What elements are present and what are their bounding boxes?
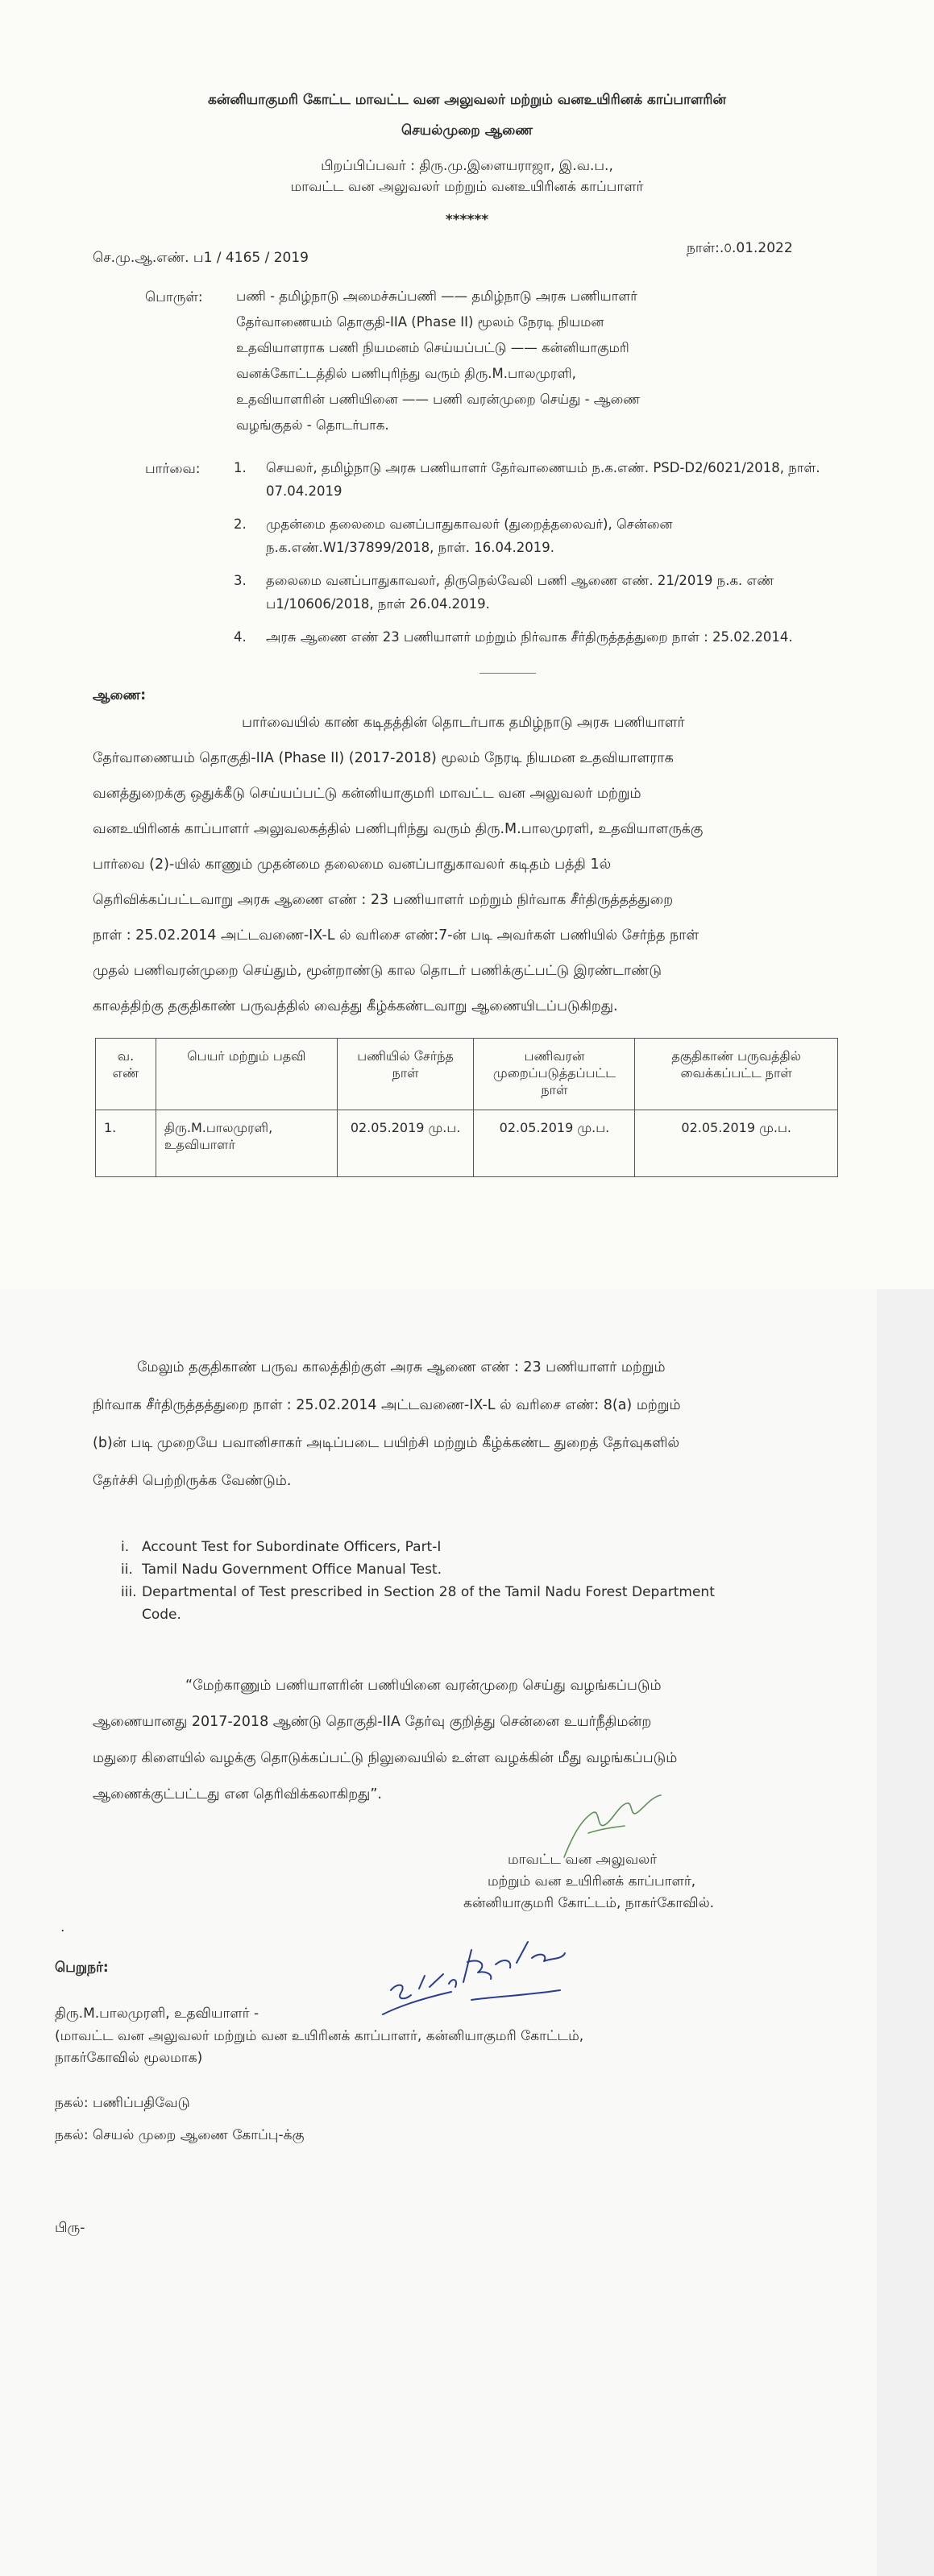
order-heading: ஆணை: (93, 687, 147, 703)
list-item: i. Account Test for Subordinate Officers, Part-I (121, 1539, 442, 1555)
subject-line: வழங்குதல் - தொடர்பாக. (236, 417, 389, 433)
column-header: தகுதிகாண் பருவத்தில் வைக்கப்பட்ட நாள் (635, 1039, 838, 1110)
table-cell: திரு.M.பாலமுரளி, உதவியாளர் (156, 1110, 337, 1177)
subject-line: உதவியாளரின் பணியினை —— பணி வரன்முறை செய்து - ஆணை (236, 392, 641, 407)
issuer-name: பிறப்பிப்பவர் : திரு.மு.இளையராஜா, இ.வ.ப., (321, 158, 613, 174)
list-item: Code. (142, 1607, 181, 1623)
list-item: ii. Tamil Nadu Government Office Manual Test. (121, 1562, 442, 1578)
column-header: வ. எண் (96, 1039, 156, 1110)
copy-to: நகல்: பணிப்பதிவேடு (55, 2095, 190, 2111)
reference-label: பார்வை: (145, 461, 201, 477)
subject-line: பணி - தமிழ்நாடு அமைச்சுப்பணி —— தமிழ்நாடு அரசு பணியாளர் (236, 288, 637, 304)
separator-line (479, 673, 536, 674)
subject-label: பொருள்: (145, 289, 203, 305)
table-header-row (96, 1039, 838, 1110)
signatory-title: மாவட்ட வன அலுவலர் (508, 1852, 658, 1868)
subject-line: தேர்வாணையம் தொகுதி-IIA (Phase II) மூலம் நேரடி நியமன (236, 314, 604, 330)
footer-mark: பிரு- (55, 2220, 85, 2236)
table-cell: 02.05.2019 மு.ப. (635, 1110, 838, 1177)
subject-line: வனக்கோட்டத்தில் பணிபுரிந்து வரும் திரு.M.பாலமுரளி, (236, 366, 576, 381)
recipient-name: திரு.M.பாலமுரளி, உதவியாளர் - (55, 2006, 259, 2022)
court-case-paragraph: “மேற்காணும் பணியாளரின் பணியினை வரன்முறை செய்து வழங்கப்படும் ஆணையானது 2017-2018 ஆண்டு தொகுதி-IIA தேர்வு குறித்து சென்னை உயர்நீதிமன்ற மதுரை கிளையில் வழக்கு தொடுக்கப்பட்டு நிலுவையில் உள்ள வழக்கின் மீது வழங்கப்படும் ஆணைக்குட்பட்டது என தெரிவிக்கலாகிறது”. (93, 1678, 678, 1802)
reference-list (234, 456, 830, 658)
table-cell: 02.05.2019 மு.ப. (337, 1110, 474, 1177)
table-row (96, 1110, 838, 1177)
recipient-address: நாகர்கோவில் மூலமாக) (55, 2050, 203, 2066)
office-heading: கன்னியாகுமரி கோட்ட மாவட்ட வன அலுவலர் மற்றும் வனஉயிரினக் காப்பாளரின் (207, 92, 727, 108)
list-item: iii. Departmental of Test prescribed in Section 28 of the Tamil Nadu Forest Department (121, 1584, 715, 1600)
reference-number: செ.மு.ஆ.எண். ப1 / 4165 / 2019 (93, 250, 309, 266)
table-cell: 02.05.2019 மு.ப. (474, 1110, 635, 1177)
stray-mark: . (60, 1919, 65, 1935)
subject-line: உதவியாளராக பணி நியமனம் செய்யப்பட்டு —— கன்னியாகுமரி (236, 340, 629, 355)
copy-to: நகல்: செயல் முறை ஆணை கோப்பு-க்கு (55, 2127, 305, 2143)
stars-divider: ****** (445, 212, 489, 228)
signatory-title: மற்றும் வன உயிரினக் காப்பாளர், (488, 1873, 696, 1889)
column-header: பணிவரன் முறைப்படுத்தப்பட்ட நாள் (474, 1039, 635, 1110)
column-header: பெயர் மற்றும் பதவி (156, 1039, 337, 1110)
column-header: பணியில் சேர்ந்த நாள் (337, 1039, 474, 1110)
order-date: நாள்:.௦.01.2022 (687, 240, 793, 256)
reference-item: 1. செயலர், தமிழ்நாடு அரசு பணியாளர் தேர்வாணையம் ந.க.எண். PSD-D2/6021/2018, நாள். 07.04.2019 (234, 460, 820, 499)
issuer-designation: மாவட்ட வன அலுவலர் மற்றும் வனஉயிரினக் காப்பாளர் (290, 179, 644, 195)
order-paragraph: பார்வையில் காண் கடிதத்தின் தொடர்பாக தமிழ்நாடு அரசு பணியாளர் தேர்வாணையம் தொகுதி-IIA (Phase II) (2017-2018) மூலம் நேரடி நியமன உதவியாளராக வனத்துறைக்கு ஒதுக்கீடு செய்யப்பட்டு கன்னியாகுமரி மாவட்ட வன அலுவலர் மற்றும் வனஉயிரினக் காப்பாளர் அலுவலகத்தில் பணிபுரிந்து வரும் திரு.M.பாலமுரளி, உதவியாளருக்கு பார்வை (2)-யில் காணும் முதன்மை தலைமை வனப்பாதுகாவலர் கடிதம் பத்தி 1ல் தெரிவிக்கப்பட்டவாறு அரசு ஆணை எண் : 23 பணியாளர் மற்றும் நிர்வாக சீர்திருத்தத்துறை நாள் : 25.02.2014 அட்டவணை-IX-L ல் வரிசை எண்:7-ன் படி அவர்கள் பணியில் சேர்ந்த நாள் முதல் பணிவரன்முறை செய்தும், மூன்றாண்டு கால தொடர் பணிக்குட்பட்டு இரண்டாண்டு காலத்திற்கு தகுதிகாண் பருவத்தில் வைத்து கீழ்க்கண்டவாறு ஆணையிடப்படுகிறது. (93, 715, 704, 1014)
order-page-2 (0, 1289, 877, 2576)
received-signature (375, 1926, 584, 2031)
reference-item: 3. தலைமை வனப்பாதுகாவலர், திருநெல்வேலி பணி ஆணை எண். 21/2019 ந.க. எண் ப1/10606/2018, நாள் 26.04.2019. (234, 573, 774, 612)
reference-item: 2. முதன்மை தலைமை வனப்பாதுகாவலர் (துறைத்தலைவர்), சென்னை ந.க.எண்.W1/37899/2018, நாள். 16.04.2019. (234, 516, 673, 555)
subject-text (236, 284, 828, 438)
probation-paragraph: மேலும் தகுதிகாண் பருவ காலத்திற்குள் அரசு ஆணை எண் : 23 பணியாளர் மற்றும் நிர்வாக சீர்திருத்தத்துறை நாள் : 25.02.2014 அட்டவணை-IX-L ல் வரிசை எண்: 8(a) மற்றும் (b)ன் படி முறையே பவானிசாகர் அடிப்படை பயிற்சி மற்றும் கீழ்க்கண்ட துறைத் தேர்வுகளில் தேர்ச்சி பெற்றிருக்க வேண்டும். (93, 1359, 681, 1489)
regularisation-table (95, 1038, 838, 1177)
recipient-address: (மாவட்ட வன அலுவலர் மற்றும் வன உயிரினக் காப்பாளர், கன்னியாகுமரி கோட்டம், (55, 2028, 584, 2044)
table-cell: 1. (96, 1110, 156, 1177)
reference-item: 4. அரசு ஆணை எண் 23 பணியாளர் மற்றும் நிர்வாக சீர்திருத்தத்துறை நாள் : 25.02.2014. (234, 629, 793, 645)
recipient-label: பெறுநர்: (55, 1960, 109, 1976)
departmental-tests-list (121, 1536, 846, 1626)
proceedings-title: செயல்முறை ஆணை (401, 122, 533, 139)
signatory-office: கன்னியாகுமரி கோட்டம், நாகர்கோவில். (463, 1895, 715, 1911)
